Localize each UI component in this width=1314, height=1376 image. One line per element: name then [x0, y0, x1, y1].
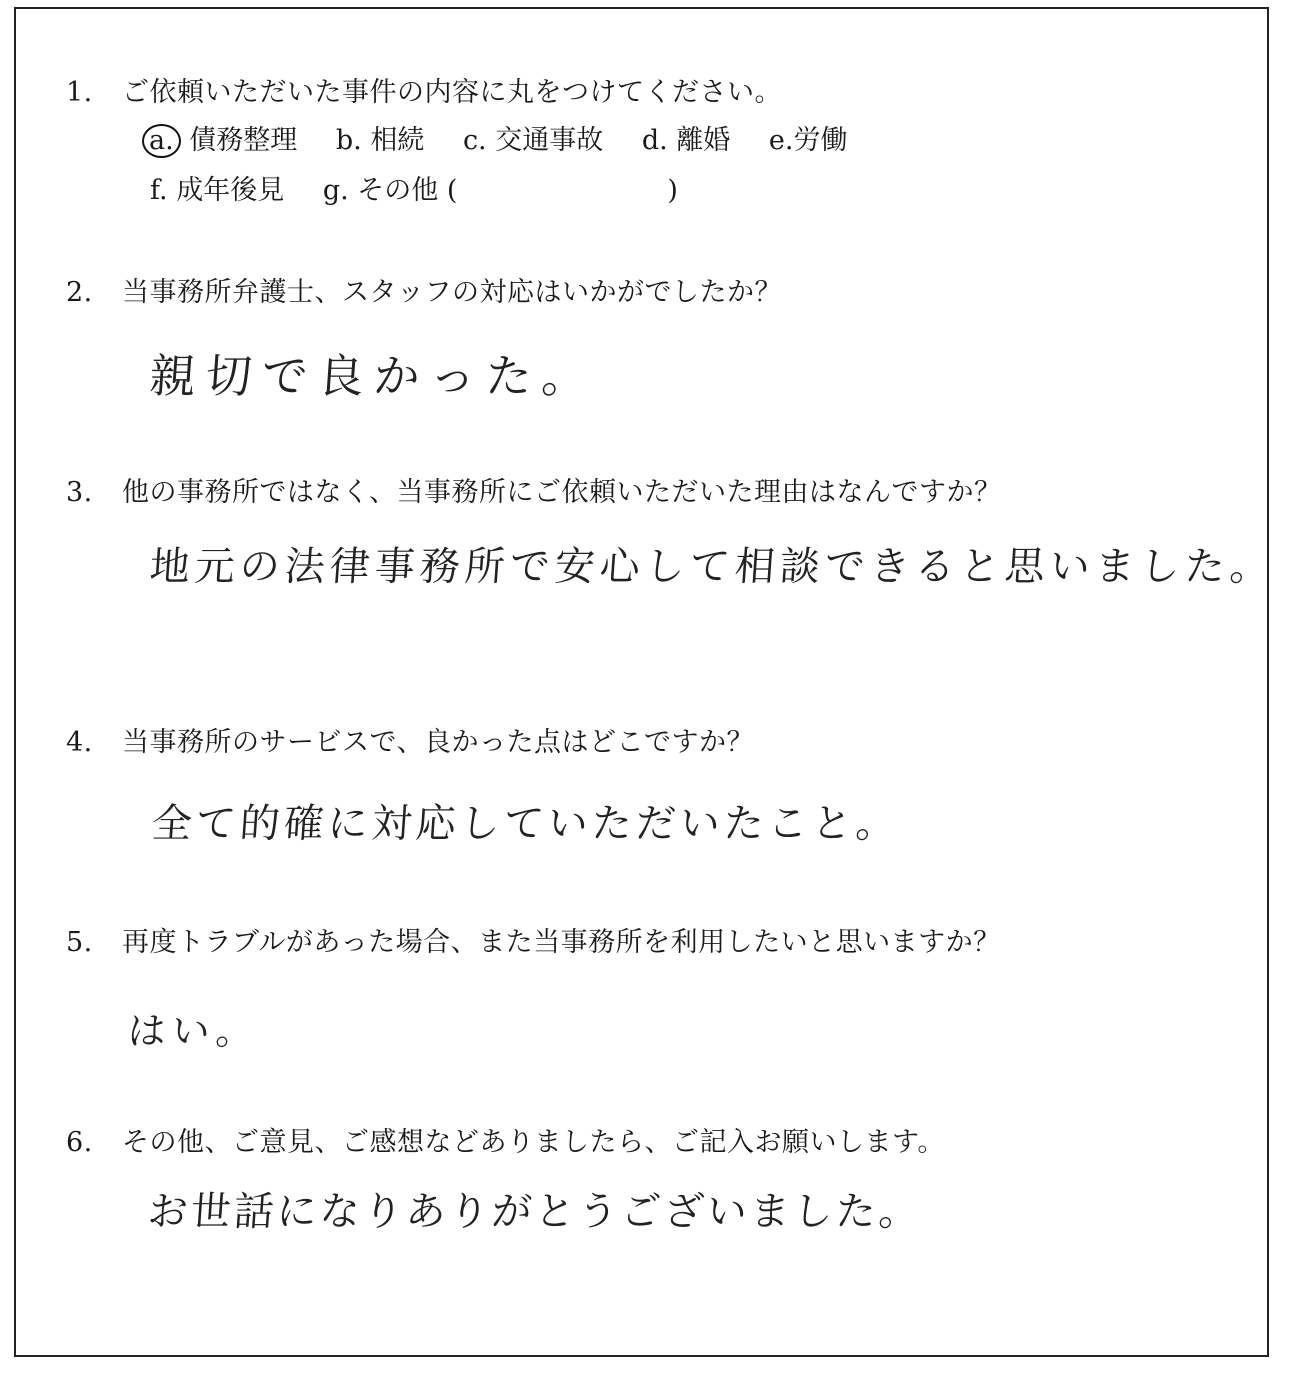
option-label: 債務整理 [189, 125, 298, 156]
question-number: 6. [66, 1127, 93, 1158]
option-letter: d. [641, 125, 668, 156]
option-d [642, 118, 730, 157]
question-number: 3. [66, 477, 93, 508]
option-f [150, 168, 284, 207]
question-text: 再度トラブルがあった場合、また当事務所を利用したいと思いますか？ [122, 927, 1001, 958]
option-label: 離婚 [676, 125, 731, 156]
question-6 [66, 1120, 945, 1159]
case-options-row-2 [150, 168, 708, 207]
question-text: 当事務所弁護士、スタッフの対応はいかがでしたか？ [122, 277, 782, 308]
option-e [769, 118, 848, 157]
question-number: 4. [66, 727, 93, 758]
question-text: 他の事務所ではなく、当事務所にご依頼いただいた理由はなんですか？ [122, 477, 1002, 508]
case-options-row-1 [150, 118, 877, 158]
option-g [323, 168, 678, 207]
paren-open: ( [446, 175, 458, 206]
handwritten-answer-4: 全て的確に対応していただいたこと。 [150, 801, 902, 847]
option-label: 成年後見 [176, 175, 285, 206]
handwritten-answer-3: 地元の法律事務所で安心して相談できると思いました。 [148, 544, 1277, 590]
option-letter: c. [462, 125, 487, 156]
option-b [336, 118, 424, 157]
option-label: 労働 [793, 125, 848, 156]
option-letter: b. [335, 125, 362, 156]
option-letter: f. [150, 175, 168, 206]
option-label: その他 [357, 175, 439, 206]
question-text: 当事務所のサービスで、良かった点はどこですか？ [122, 727, 754, 758]
question-number: 2. [66, 277, 93, 308]
question-4 [66, 720, 754, 759]
option-letter: e. [768, 125, 794, 156]
option-c [463, 118, 603, 157]
handwritten-answer-2: 親切で良かった。 [147, 349, 600, 403]
question-number: 1. [66, 77, 93, 108]
option-letter-circled: a. [142, 124, 181, 158]
question-1 [66, 70, 782, 109]
question-2 [66, 270, 782, 309]
option-label: 相続 [370, 125, 425, 156]
question-text: その他、ご意見、ご感想などありましたら、ご記入お願いします。 [122, 1127, 945, 1158]
handwritten-answer-6: お世話になりありがとうございました。 [146, 1189, 924, 1235]
option-a [150, 118, 297, 158]
question-text: ご依頼いただいた事件の内容に丸をつけてください。 [122, 77, 782, 108]
option-letter: g. [322, 175, 349, 206]
option-label: 交通事故 [495, 125, 604, 156]
question-5 [66, 920, 1001, 959]
question-number: 5. [66, 927, 93, 958]
paren-close: ) [667, 175, 678, 206]
handwritten-answer-5: はい。 [126, 1009, 262, 1053]
question-3 [66, 470, 1001, 509]
